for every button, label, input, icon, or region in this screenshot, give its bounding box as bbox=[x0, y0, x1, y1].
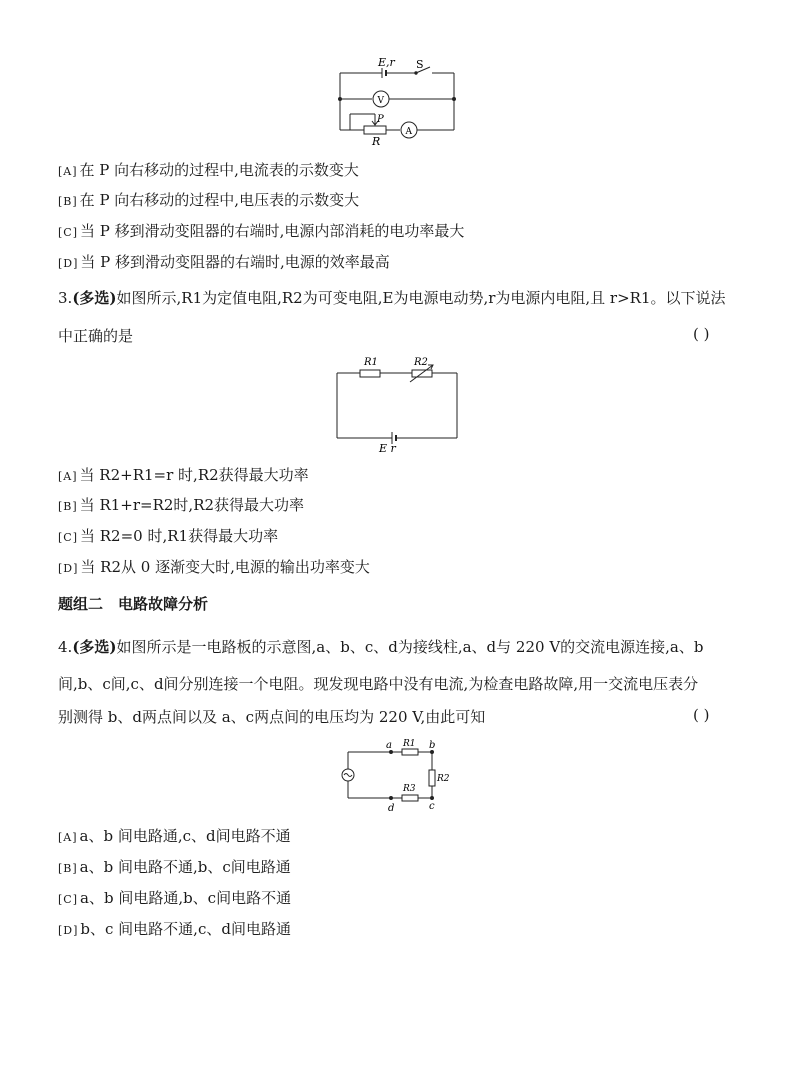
q3-stem-line-1 bbox=[58, 287, 726, 308]
q4-line1: 如图所示是一电路板的示意图,a、b、c、d为接线柱,a、d与 220 V的交流电源连接,a、b bbox=[116, 638, 704, 656]
option-text: 在 P 向右移动的过程中,电流表的示数变大 bbox=[79, 161, 359, 179]
label-v: V bbox=[377, 96, 384, 106]
label-p: P bbox=[377, 114, 384, 125]
label-r: R bbox=[372, 135, 381, 148]
label-r2: R2 bbox=[437, 774, 450, 784]
label-s: S bbox=[416, 58, 424, 71]
q4-tag: (多选) bbox=[72, 638, 117, 656]
option-text: 当 P 移到滑动变阻器的右端时,电源的效率最高 bbox=[80, 253, 390, 271]
q2-option-a[interactable] bbox=[58, 159, 359, 180]
q4-stem-line-1 bbox=[58, 636, 703, 657]
option-letter: [D] bbox=[58, 257, 79, 270]
circuit-figure-3 bbox=[336, 738, 456, 814]
label-er: E r bbox=[379, 442, 396, 455]
option-text: 当 R2=0 时,R1获得最大功率 bbox=[80, 527, 279, 545]
q4-option-b[interactable] bbox=[58, 856, 291, 877]
q3-option-d[interactable] bbox=[58, 556, 370, 577]
option-letter: [C] bbox=[58, 893, 78, 906]
q3-number: 3. bbox=[58, 289, 73, 307]
q4-option-c[interactable] bbox=[58, 887, 291, 908]
q4-number: 4. bbox=[58, 638, 73, 656]
option-letter: [B] bbox=[58, 195, 78, 208]
section-title: 题组二 电路故障分析 bbox=[58, 595, 209, 613]
label-er: E,r bbox=[378, 56, 395, 69]
label-a: A bbox=[405, 127, 412, 137]
q3-answer-bracket[interactable]: ( ) bbox=[693, 325, 710, 343]
option-letter: [A] bbox=[58, 831, 78, 844]
label-c: c bbox=[429, 801, 435, 812]
option-text: a、b 间电路通,c、d间电路不通 bbox=[79, 827, 291, 845]
q4-answer-bracket[interactable]: ( ) bbox=[693, 706, 710, 724]
q2-option-c[interactable] bbox=[58, 220, 464, 241]
label-d: d bbox=[388, 803, 395, 814]
q3-line1: 如图所示,R1为定值电阻,R2为可变电阻,E为电源电动势,r为电源内电阻,且 r>R1。以下说法 bbox=[116, 289, 726, 307]
option-text: 当 P 移到滑动变阻器的右端时,电源内部消耗的电功率最大 bbox=[80, 222, 465, 240]
option-text: 当 R2+R1=r 时,R2获得最大功率 bbox=[79, 466, 309, 484]
q3-stem-line-2 bbox=[58, 325, 133, 346]
option-letter: [D] bbox=[58, 924, 79, 937]
label-r1: R1 bbox=[364, 357, 378, 368]
option-letter: [D] bbox=[58, 562, 79, 575]
label-a: a bbox=[386, 740, 392, 751]
q2-option-b[interactable] bbox=[58, 189, 359, 210]
option-text: a、b 间电路不通,b、c间电路通 bbox=[79, 858, 291, 876]
q3-option-c[interactable] bbox=[58, 525, 278, 546]
label-r2: R2 bbox=[414, 357, 428, 368]
q3-option-b[interactable] bbox=[58, 494, 304, 515]
circuit-figure-1 bbox=[330, 56, 464, 148]
q3-option-a[interactable] bbox=[58, 464, 309, 485]
label-b: b bbox=[429, 740, 436, 751]
q4-stem-line-2 bbox=[58, 673, 698, 694]
q4-option-a[interactable] bbox=[58, 825, 291, 846]
option-letter: [B] bbox=[58, 862, 78, 875]
q2-option-d[interactable] bbox=[58, 251, 390, 272]
option-text: a、b 间电路通,b、c间电路不通 bbox=[80, 889, 292, 907]
q4-line3: 别测得 b、d两点间以及 a、c两点间的电压均为 220 V,由此可知 bbox=[58, 708, 486, 726]
option-letter: [C] bbox=[58, 531, 78, 544]
label-r3: R3 bbox=[403, 784, 416, 794]
circuit-figure-2 bbox=[330, 352, 464, 456]
option-text: 当 R2从 0 逐渐变大时,电源的输出功率变大 bbox=[80, 558, 370, 576]
option-text: 当 R1+r=R2时,R2获得最大功率 bbox=[79, 496, 305, 514]
q4-stem-line-3 bbox=[58, 706, 485, 727]
option-letter: [A] bbox=[58, 470, 78, 483]
option-text: 在 P 向右移动的过程中,电压表的示数变大 bbox=[79, 191, 360, 209]
label-r1: R1 bbox=[403, 739, 416, 749]
option-letter: [C] bbox=[58, 226, 78, 239]
option-letter: [B] bbox=[58, 500, 78, 513]
option-text: b、c 间电路不通,c、d间电路通 bbox=[80, 920, 291, 938]
q4-option-d[interactable] bbox=[58, 918, 291, 939]
q3-tag: (多选) bbox=[72, 289, 117, 307]
q3-line2: 中正确的是 bbox=[58, 327, 134, 345]
option-letter: [A] bbox=[58, 165, 78, 178]
q4-line2: 间,b、c间,c、d间分别连接一个电阻。现发现电路中没有电流,为检查电路故障,用一交流电压表分 bbox=[58, 675, 699, 693]
